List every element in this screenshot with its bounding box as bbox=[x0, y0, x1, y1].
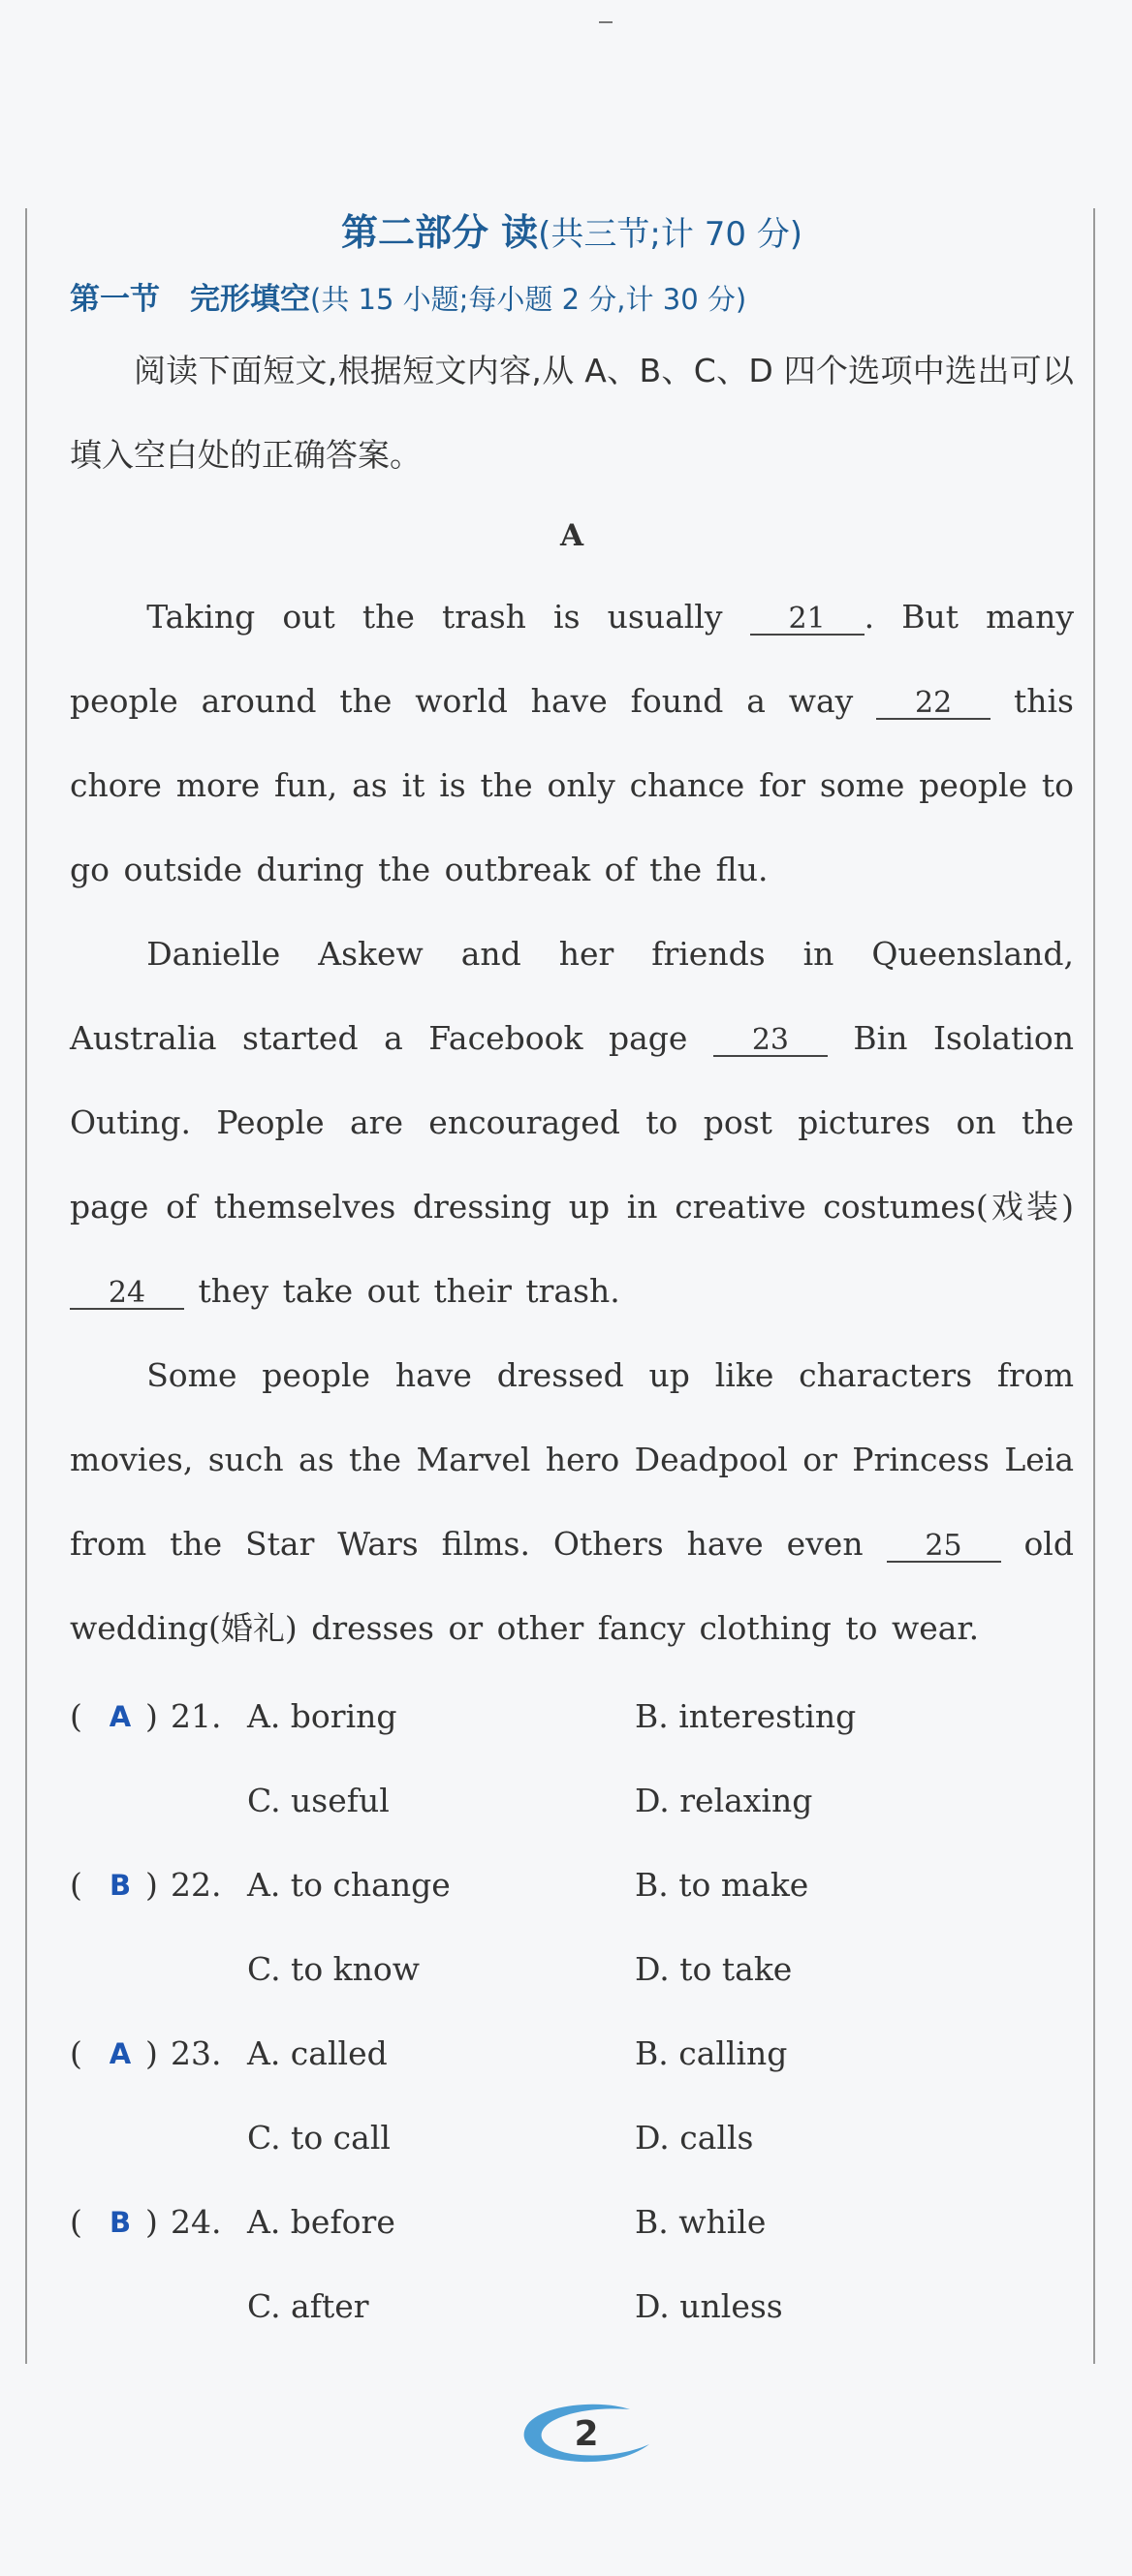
part-title-note: (共三节;计 70 分) bbox=[538, 215, 803, 254]
blank-22: 22 bbox=[876, 689, 990, 720]
question-number: 23. bbox=[171, 2034, 222, 2072]
paragraph-text: old wedding(婚礼) dresses or other fancy clothing to wear. bbox=[70, 1525, 1074, 1647]
option-c: C. after bbox=[247, 2287, 369, 2325]
option-c: C. to call bbox=[247, 2119, 391, 2157]
paren-close: ) bbox=[145, 1866, 158, 1904]
option-b: B. to make bbox=[635, 1866, 809, 1904]
paren-open: ( bbox=[70, 1697, 82, 1735]
option-a: A. boring bbox=[247, 1697, 397, 1735]
paren-close: ) bbox=[145, 1697, 158, 1735]
passage-paragraph-2 bbox=[70, 912, 1074, 1333]
blank-25: 25 bbox=[887, 1532, 1001, 1563]
passage-paragraph-3 bbox=[70, 1333, 1074, 1670]
option-a: A. called bbox=[247, 2034, 388, 2072]
blank-23: 23 bbox=[713, 1026, 828, 1057]
section-title-lead: 第一节 完形填空 bbox=[70, 282, 310, 317]
paragraph-text: Some people have dressed up like characters from movies, such as the Marvel hero Deadpool or Princess Leia from the Star Wars films. Others have even bbox=[70, 1356, 1074, 1563]
option-d: D. unless bbox=[635, 2287, 783, 2325]
passage-label: A bbox=[559, 518, 584, 553]
top-tick-mark bbox=[599, 21, 613, 29]
question-23 bbox=[70, 2011, 1074, 2095]
option-b: B. interesting bbox=[635, 1697, 857, 1735]
paren-open: ( bbox=[70, 1866, 82, 1904]
question-24-row-2 bbox=[70, 2264, 1074, 2348]
page-content bbox=[70, 199, 1074, 2348]
paren-close: ) bbox=[145, 2034, 158, 2072]
answer-mark: B bbox=[109, 2205, 132, 2239]
answer-mark: A bbox=[109, 2036, 132, 2070]
section-title bbox=[70, 270, 1074, 328]
question-21 bbox=[70, 1674, 1074, 1758]
option-b: B. calling bbox=[635, 2034, 788, 2072]
question-24 bbox=[70, 2180, 1074, 2264]
passage-paragraph-1 bbox=[70, 574, 1074, 912]
question-number: 21. bbox=[171, 1697, 222, 1735]
paren-open: ( bbox=[70, 2203, 82, 2241]
option-a: A. to change bbox=[247, 1866, 451, 1904]
right-margin-line bbox=[1093, 208, 1095, 2364]
paren-open: ( bbox=[70, 2034, 82, 2072]
paragraph-text: Taking out the trash is usually bbox=[146, 598, 750, 636]
paren-close: ) bbox=[145, 2203, 158, 2241]
question-lead bbox=[70, 1697, 247, 1735]
section-title-note: (共 15 小题;每小题 2 分,计 30 分) bbox=[310, 283, 747, 316]
option-b: B. while bbox=[635, 2203, 767, 2241]
option-c: C. useful bbox=[247, 1782, 390, 1819]
question-lead bbox=[70, 2203, 247, 2241]
blank-24: 24 bbox=[70, 1279, 184, 1310]
paragraph-text: this chore more fun, as it is the only chance for some people to go outside during the outbreak of the flu. bbox=[70, 682, 1074, 888]
question-lead bbox=[70, 2034, 247, 2072]
left-margin-line bbox=[25, 208, 27, 2364]
page-number-badge bbox=[514, 2400, 659, 2469]
question-23-row-2 bbox=[70, 2095, 1074, 2180]
option-c: C. to know bbox=[247, 1950, 421, 1988]
question-21-row-2 bbox=[70, 1758, 1074, 1843]
option-d: D. to take bbox=[635, 1950, 793, 1988]
paragraph-text: Danielle Askew and her friends in Queensland, Australia started a Facebook page bbox=[70, 935, 1074, 1057]
option-d: D. calls bbox=[635, 2119, 754, 2157]
paragraph-text: Bin Isolation Outing. People are encouraged to post pictures on the page of themselves dressing up in creative costumes(戏装) bbox=[70, 1019, 1074, 1226]
answer-mark: B bbox=[109, 1868, 132, 1902]
instructions: 阅读下面短文,根据短文内容,从 A、B、C、D 四个选项中选出可以填入空白处的正确答案。 bbox=[70, 352, 1074, 474]
question-lead bbox=[70, 1866, 247, 1904]
option-d: D. relaxing bbox=[635, 1782, 813, 1819]
question-list bbox=[70, 1674, 1074, 2348]
question-number: 22. bbox=[171, 1866, 222, 1904]
answer-mark: A bbox=[109, 1699, 132, 1733]
part-title-main: 第二部分 读 bbox=[340, 211, 539, 254]
option-a: A. before bbox=[247, 2203, 395, 2241]
page-number: 2 bbox=[574, 2414, 599, 2454]
paragraph-text: . But many people around the world have found a way bbox=[70, 598, 1074, 720]
question-22-row-2 bbox=[70, 1927, 1074, 2011]
blank-21: 21 bbox=[750, 605, 865, 636]
question-22 bbox=[70, 1843, 1074, 1927]
question-number: 24. bbox=[171, 2203, 222, 2241]
part-title bbox=[70, 199, 1074, 268]
paragraph-text: they take out their trash. bbox=[184, 1272, 620, 1310]
